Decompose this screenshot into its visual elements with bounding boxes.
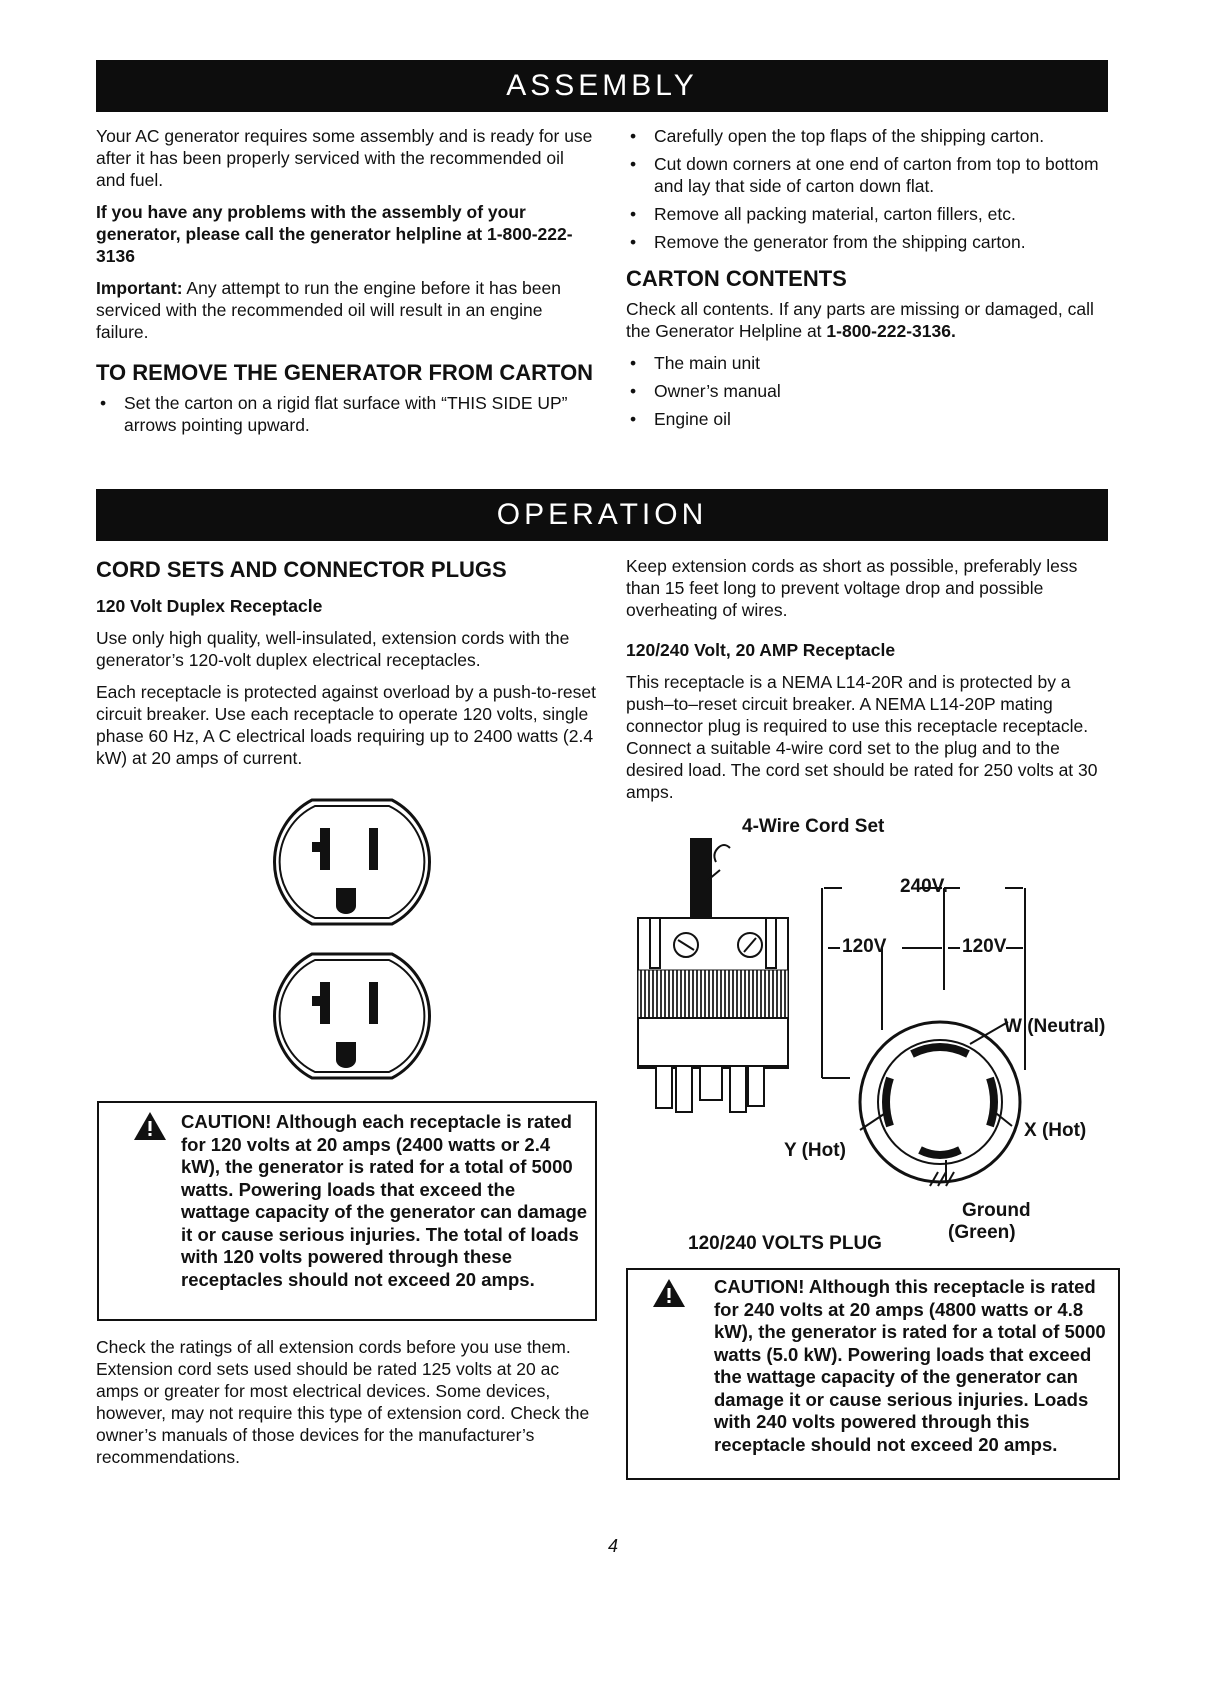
important-label: Important: xyxy=(96,278,183,298)
list-item: • Carefully open the top flaps of the shipping carton. xyxy=(626,125,1116,147)
cord-sets-heading: CORD SETS AND CONNECTOR PLUGS xyxy=(96,557,507,582)
important-note xyxy=(96,277,596,343)
cord-icon xyxy=(690,838,712,930)
list-item: • Cut down corners at one end of carton from top to bottom and lay that side of carton down flat. xyxy=(626,153,1116,197)
neutral-label: W (Neutral) xyxy=(1004,1016,1106,1037)
l14-20-plug-diagram xyxy=(620,830,1120,1200)
duplex-receptacle-outlet-top xyxy=(272,792,432,932)
list-item: • Set the carton on a rigid flat surface with “THIS SIDE UP” arrows pointing upward. xyxy=(96,392,596,436)
green-label: (Green) xyxy=(948,1222,1016,1243)
contents-text xyxy=(626,298,1116,342)
assembly-banner: ASSEMBLY xyxy=(96,60,1108,112)
warning-triangle-icon xyxy=(652,1278,686,1308)
check-ratings-block xyxy=(96,1336,596,1478)
caution-box-120v xyxy=(97,1101,597,1321)
list-item: • Owner’s manual xyxy=(626,380,1116,402)
page-number: 4 xyxy=(608,1536,619,1556)
operation-right-column xyxy=(626,555,1116,813)
caution-box-240v xyxy=(626,1268,1120,1480)
x-hot-label: X (Hot) xyxy=(1024,1120,1087,1141)
operation-banner: OPERATION xyxy=(96,489,1108,541)
remove-steps-continued xyxy=(626,125,1116,253)
assembly-left-column xyxy=(96,125,596,446)
voltage-240-label: 240V. xyxy=(900,876,948,897)
contents-heading: CARTON CONTENTS xyxy=(626,266,847,291)
ground-label: Ground xyxy=(962,1200,1031,1221)
voltage-120-left-label: 120V xyxy=(842,936,887,957)
r240-heading: 120/240 Volt, 20 AMP Receptacle xyxy=(626,640,896,660)
warning-triangle-icon xyxy=(133,1111,167,1141)
remove-heading: TO REMOVE THE GENERATOR FROM CARTON xyxy=(96,360,594,385)
check-ratings-paragraph: Check the ratings of all extension cords before you use them. Extension cord sets used should be rated 125 volts at 20 ac amps or greater for most electrical devices. Some devices, however, may not require this type of extension cord. Check the owner’s manuals of those devices for the manufacturer’s recommendations. xyxy=(96,1337,590,1467)
assembly-right-column xyxy=(626,125,1116,440)
list-item: • The main unit xyxy=(626,352,1116,374)
list-item: • Engine oil xyxy=(626,408,1116,430)
helpline-note: If you have any problems with the assembly of your generator, please call the generator helpline at 1-800-222-3136 xyxy=(96,202,573,266)
contents-text-body: Check all contents. If any parts are missing or damaged, call the Generator Helpline at xyxy=(626,299,1094,341)
contents-list xyxy=(626,352,1116,430)
caution-120v-text: CAUTION! Although each receptacle is rated for 120 volts at 20 amps (2400 watts or 2.4 kW), the generator is rated for a total of 5000 watts. Powering loads that exceed the wattage capacity of the generator can damage it or cause serious injuries. The total of loads with 120 volts powered through these receptacles should not exceed 20 amps. xyxy=(181,1111,588,1290)
list-item: • Remove all packing material, carton fillers, etc. xyxy=(626,203,1116,225)
keep-short-paragraph: Keep extension cords as short as possible, preferably less than 15 feet long to prevent voltage drop and possible overheating of wires. xyxy=(626,556,1078,620)
r240-paragraph: This receptacle is a NEMA L14-20R and is protected by a push–to–reset circuit breaker. A NEMA L14-20P mating connector plug is required to use this receptacle receptacle. Connect a suitable 4-wire cord set to the plug and to the desired load. The cord set should be rated for 250 volts at 30 amps. xyxy=(626,672,1098,802)
duplex-paragraph-2: Each receptacle is protected against overload by a push-to-reset circuit breaker. Use each receptacle to operate 120 volts, single phase 60 Hz, A C electrical loads requiring up to 2400 watts (2.4 kW) at 20 amps of current. xyxy=(96,682,597,768)
cord-set-label: 4-Wire Cord Set xyxy=(742,816,885,837)
caution-240v-text: CAUTION! Although this receptacle is rated for 240 volts at 20 amps (4800 watts or 4.8 kW), the generator is rated for a total of 5000 watts (5.0 kW). Powering loads that exceed the wattage capacity of the generator can damage it or cause serious injuries. Loads with 240 volts powered through this receptacle should not exceed 20 amps. xyxy=(714,1276,1106,1455)
remove-steps-list xyxy=(96,392,596,436)
contents-phone: 1-800-222-3136. xyxy=(826,321,956,341)
duplex-heading: 120 Volt Duplex Receptacle xyxy=(96,596,323,616)
plug-caption: 120/240 VOLTS PLUG xyxy=(688,1233,882,1254)
important-text: Any attempt to run the engine before it has been serviced with the recommended oil will result in an engine failure. xyxy=(96,278,561,342)
operation-left-column xyxy=(96,558,596,779)
duplex-receptacle-outlet-bottom xyxy=(272,946,432,1086)
voltage-120-right-label: 120V xyxy=(962,936,1007,957)
y-hot-label: Y (Hot) xyxy=(784,1140,846,1161)
assembly-intro: Your AC generator requires some assembly and is ready for use after it has been properly serviced with the recommended oil and fuel. xyxy=(96,126,593,190)
duplex-paragraph-1: Use only high quality, well-insulated, extension cords with the generator’s 120-volt duplex electrical receptacles. xyxy=(96,628,570,670)
list-item: • Remove the generator from the shipping carton. xyxy=(626,231,1116,253)
